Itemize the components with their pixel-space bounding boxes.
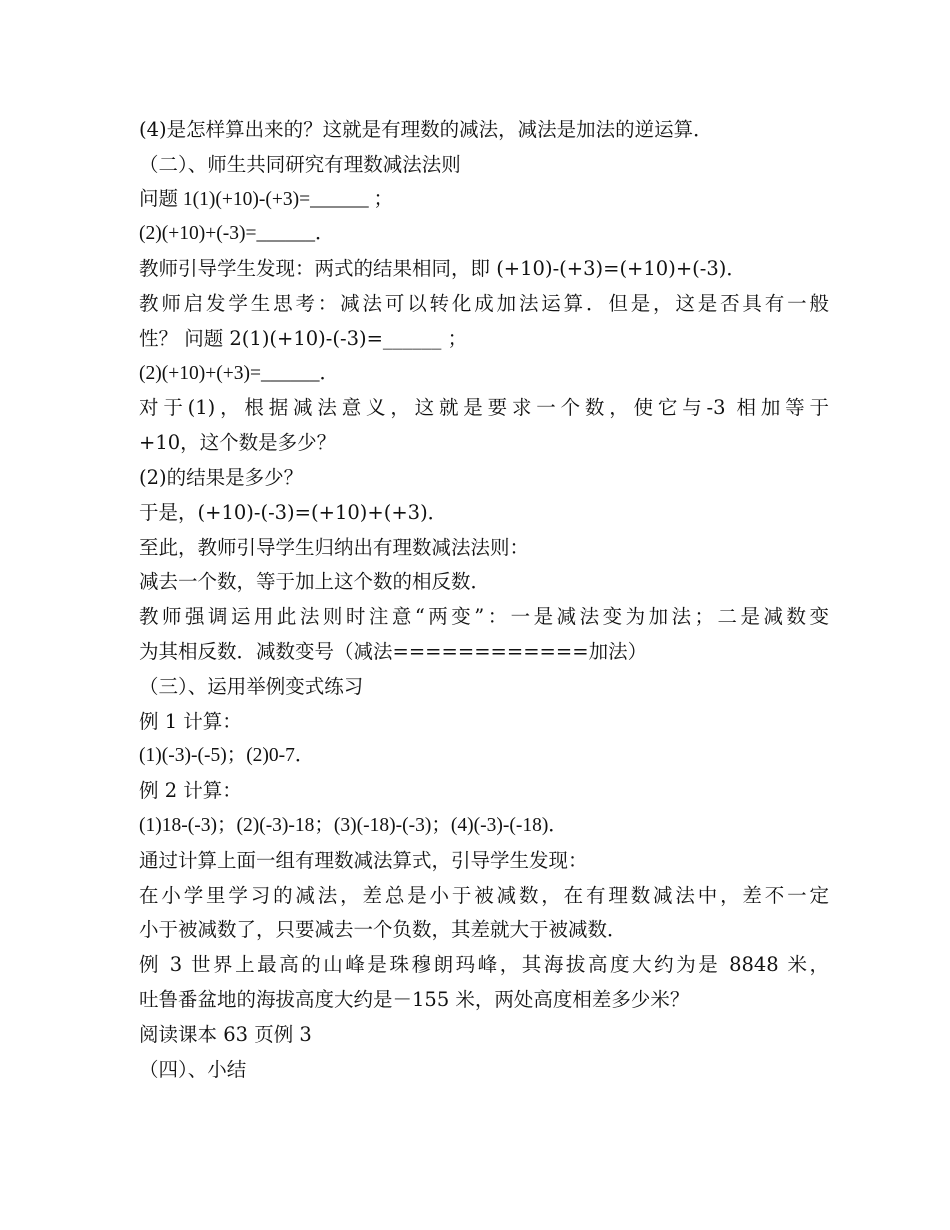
- section-heading-3: （三）、运用举例变式练习: [139, 674, 364, 698]
- conclusion-equation: 于是，(+10)-(-3)=(+10)+(+3)．: [139, 500, 448, 524]
- explanation-line-2: +10，这个数是多少？: [139, 431, 337, 455]
- emphasis-line-2: 为其相反数．减数变号（减法============加法）: [139, 639, 648, 663]
- teacher-prompt-line: 教师启发学生思考：减法可以转化成加法运算．但是，这是否具有一般: [139, 291, 829, 315]
- section-heading-2: （二）、师生共同研究有理数减法法则: [139, 152, 461, 176]
- discovery-line-2: 小于被减数了，只要减去一个负数，其差就大于被减数．: [139, 918, 627, 942]
- discovery-line-1: 在小学里学习的减法，差总是小于被减数，在有理数减法中，差不一定: [139, 883, 829, 907]
- lesson-text-block: [139, 113, 829, 1087]
- rule-intro-line: 至此，教师引导学生归纳出有理数减法法则：: [139, 535, 530, 559]
- explanation-line-1: 对于(1)，根据减法意义，这就是要求一个数，使它与-3 相加等于: [139, 396, 829, 420]
- example-3-line-1: 例 3 世界上最高的山峰是珠穆朗玛峰，其海拔高度大约为是 8848 米，: [139, 953, 829, 977]
- example-3-line-2: 吐鲁番盆地的海拔高度大约是－155 米，两处高度相差多少米？: [139, 987, 690, 1011]
- text-line-1: (4)是怎样算出来的？这就是有理数的减法，减法是加法的逆运算．: [139, 118, 713, 141]
- problem-1-part-2: (2)(+10)+(-3)=______．: [139, 223, 335, 245]
- problem-2-part-1: 性？ 问题 2(1)(+10)-(-3)=______ ；: [139, 326, 468, 350]
- example-1-heading: 例 1 计算：: [139, 709, 242, 733]
- problem-2-part-2: (2)(+10)+(+3)=______．: [139, 362, 339, 384]
- example-1-problems: (1)(-3)-(-5)；(2)0-7．: [139, 745, 315, 767]
- example-2-heading: 例 2 计算：: [139, 779, 242, 803]
- discovery-intro-line: 通过计算上面一组有理数减法算式，引导学生发现：: [139, 848, 588, 872]
- section-heading-4: （四）、小结: [139, 1057, 247, 1081]
- example-2-problems: (1)18-(-3)；(2)(-3)-18；(3)(-18)-(-3)；(4)(-3)-(-18)．: [139, 814, 568, 836]
- subtraction-rule: 减去一个数，等于加上这个数的相反数．: [139, 570, 491, 594]
- emphasis-line-1: 教师强调运用此法则时注意“两变”：一是减法变为加法；二是减数变: [139, 605, 829, 629]
- question-line: (2)的结果是多少？: [139, 465, 304, 489]
- reading-assignment: 阅读课本 63 页例 3: [139, 1022, 312, 1046]
- teacher-guide-line: 教师引导学生发现：两式的结果相同，即 (+10)-(+3)=(+10)+(-3)．: [139, 257, 746, 281]
- problem-1-part-1: 问题 1(1)(+10)-(+3)=______ ；: [139, 188, 393, 210]
